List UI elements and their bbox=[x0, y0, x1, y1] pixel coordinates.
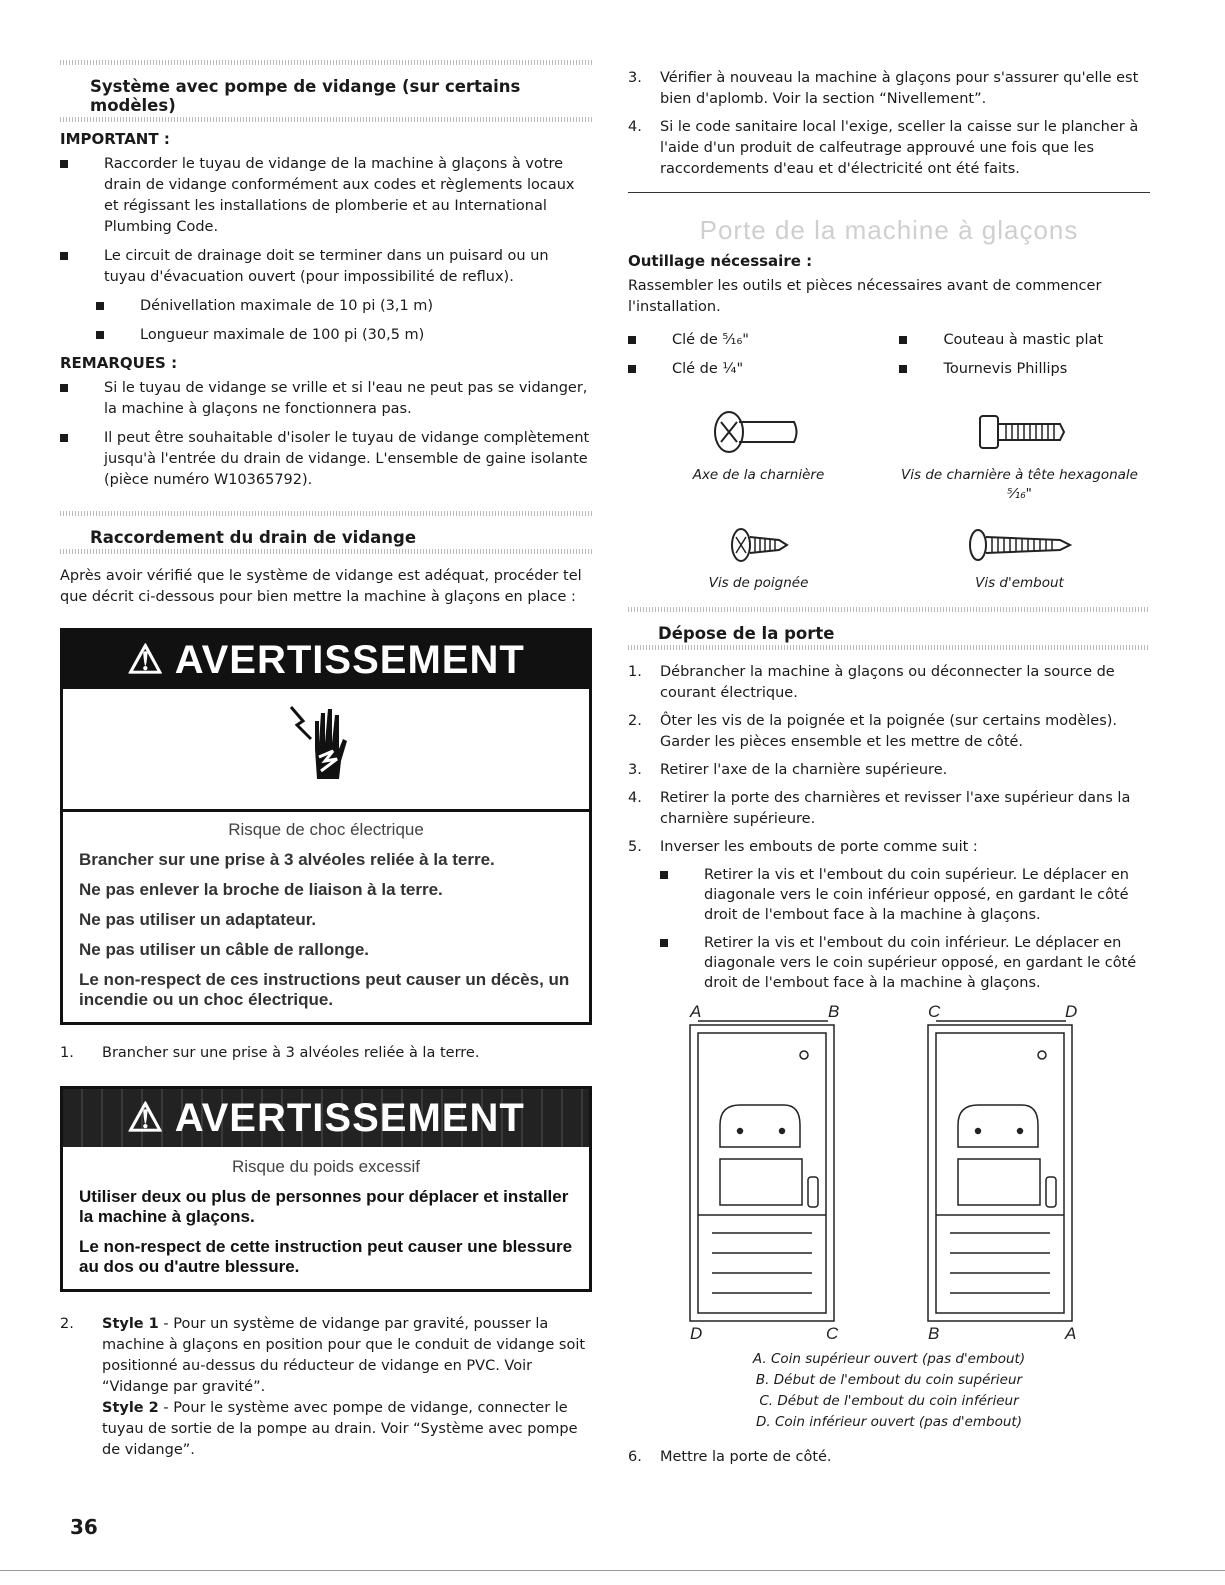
step-item bbox=[628, 662, 1150, 704]
step-text: Ôter les vis de la poignée et la poignée (sur certains modèles). Garder les pièces ensemble et les mettre de côté. bbox=[660, 713, 1118, 750]
step-number: 2. bbox=[628, 713, 642, 729]
section-divider bbox=[60, 60, 592, 65]
style2-label: Style 2 bbox=[102, 1400, 159, 1416]
parts-figure bbox=[628, 402, 1150, 593]
fig-label-d-top: D bbox=[1065, 1002, 1078, 1021]
warning-title: Risque de choc électrique bbox=[228, 820, 424, 839]
part-hinge-pin bbox=[628, 402, 889, 504]
step-item bbox=[628, 760, 1150, 781]
section-rule bbox=[628, 192, 1150, 193]
step-number: 6. bbox=[628, 1449, 642, 1465]
tools-list bbox=[628, 330, 1150, 388]
tool-item: Clé de ¼" bbox=[628, 359, 899, 380]
step-item bbox=[628, 711, 1150, 753]
warning-triangle-icon: ⚠ bbox=[127, 638, 165, 682]
warning-body bbox=[63, 1147, 589, 1289]
fig-label-a-top: A bbox=[690, 1002, 702, 1021]
warning-heading: AVERTISSEMENT bbox=[174, 1096, 525, 1140]
legend-item: A. Coin supérieur ouvert (pas d'embout) bbox=[752, 1351, 1026, 1367]
warning-line: Ne pas enlever la broche de liaison à la terre. bbox=[79, 880, 443, 899]
sub-bullet-item: Longueur maximale de 100 pi (30,5 m) bbox=[96, 325, 592, 346]
tools-label: Outillage nécessaire : bbox=[628, 252, 813, 270]
part-caption: Vis de poignée bbox=[708, 575, 809, 591]
step-text: Retirer l'axe de la charnière supérieure. bbox=[660, 762, 948, 778]
page-number: 36 bbox=[70, 1515, 98, 1539]
warning-body bbox=[63, 812, 589, 1022]
fig-label-b-bottom: B bbox=[928, 1324, 940, 1341]
step-number: 2. bbox=[60, 1316, 74, 1332]
door-section-title: Porte de la machine à glaçons bbox=[699, 215, 1079, 245]
step-number: 5. bbox=[628, 839, 642, 855]
remarks-label: REMARQUES : bbox=[60, 354, 178, 372]
fig-label-d-bottom: D bbox=[690, 1324, 703, 1341]
warning-line: Ne pas utiliser un adaptateur. bbox=[79, 910, 317, 929]
page-bottom-rule bbox=[0, 1570, 1225, 1571]
section-heading-drain-connection: Raccordement du drain de vidange bbox=[90, 528, 417, 547]
weight-warning bbox=[60, 1086, 592, 1292]
step-item bbox=[628, 1447, 1150, 1468]
warning-line: Le non-respect de ces instructions peut causer un décès, un incendie ou un choc électrique. bbox=[79, 970, 570, 1009]
step-number: 1. bbox=[60, 1045, 74, 1061]
right-column bbox=[628, 68, 1150, 1475]
warning-heading: AVERTISSEMENT bbox=[174, 638, 525, 682]
left-column bbox=[60, 60, 592, 1468]
legend-item: B. Début de l'embout du coin supérieur bbox=[755, 1372, 1023, 1388]
warning-title: Risque du poids excessif bbox=[231, 1157, 421, 1176]
warning-triangle-icon: ⚠ bbox=[127, 1096, 165, 1140]
figure-legend bbox=[628, 1349, 1150, 1433]
hex-screw-icon bbox=[960, 402, 1080, 462]
step-text: Mettre la porte de côté. bbox=[660, 1449, 832, 1465]
section-heading-door-removal: Dépose de la porte bbox=[658, 624, 835, 643]
part-end-cap-screw bbox=[889, 520, 1150, 593]
part-caption: Vis de charnière à tête hexagonale ⁵⁄₁₆" bbox=[901, 467, 1138, 502]
step-item bbox=[628, 788, 1150, 830]
handle-screw-icon bbox=[699, 520, 819, 570]
step-number: 3. bbox=[628, 762, 642, 778]
tool-item: Clé de ⁵⁄₁₆" bbox=[628, 330, 899, 351]
electric-shock-warning bbox=[60, 628, 592, 1025]
tools-text: Rassembler les outils et pièces nécessaires avant de commencer l'installation. bbox=[628, 278, 1102, 315]
legend-item: D. Coin inférieur ouvert (pas d'embout) bbox=[756, 1414, 1022, 1430]
warning-header bbox=[63, 1089, 589, 1147]
section-divider bbox=[60, 511, 592, 516]
section-divider bbox=[628, 607, 1150, 612]
sub-bullet-item: Retirer la vis et l'embout du coin supérieur. Le déplacer en diagonale vers le coin inférieur opposé, en gardant le côté droit de l'embout face à la machine à glaçons. bbox=[660, 865, 1150, 925]
bullet-item: Si le tuyau de vidange se vrille et si l'eau ne peut pas se vidanger, la machine à glaçons ne fonctionnera pas. bbox=[60, 378, 592, 420]
section-divider bbox=[60, 549, 592, 554]
part-hex-screw bbox=[889, 402, 1150, 504]
bullet-item: Il peut être souhaitable d'isoler le tuyau de vidange complètement jusqu'à l'entrée du drain de vidange. L'ensemble de gaine isolante (pièce numéro W10365792). bbox=[60, 428, 592, 491]
fig-label-c-top: C bbox=[928, 1002, 941, 1021]
step-item bbox=[628, 68, 1150, 110]
bullet-item: Le circuit de drainage doit se terminer dans un puisard ou un tuyau d'évacuation ouvert (pour impossibilité de reflux). bbox=[60, 246, 592, 288]
step-text: Si le code sanitaire local l'exige, sceller la caisse sur le plancher à l'aide d'un produit de calfeutrage approuvé une fois que les raccordements d'eau et d'électricité ont été faits. bbox=[660, 119, 1139, 177]
style2-text: - Pour le système avec pompe de vidange, connecter le tuyau de sortie de la pompe au drain. Voir “Système avec pompe de vidange”. bbox=[102, 1400, 578, 1458]
section-divider bbox=[60, 117, 592, 122]
sub-bullet-item: Retirer la vis et l'embout du coin inférieur. Le déplacer en diagonale vers le coin supérieur opposé, en gardant le côté droit de l'embout face à la machine à glaçons. bbox=[660, 933, 1150, 993]
end-cap-screw-icon bbox=[960, 520, 1080, 570]
step-text: Retirer la porte des charnières et revisser l'axe supérieur dans la charnière supérieure. bbox=[660, 790, 1131, 827]
warning-line: Ne pas utiliser un câble de rallonge. bbox=[79, 940, 370, 959]
bullet-item: Raccorder le tuyau de vidange de la machine à glaçons à votre drain de vidange conformément aux codes et règlements locaux et régissant les installations de plomberie et au International Plumbing Code. bbox=[60, 154, 592, 238]
step-text: Vérifier à nouveau la machine à glaçons pour s'assurer qu'elle est bien d'aplomb. Voir la section “Nivellement”. bbox=[660, 70, 1139, 107]
step-text: Brancher sur une prise à 3 alvéoles reliée à la terre. bbox=[102, 1045, 480, 1061]
legend-item: C. Début de l'embout du coin inférieur bbox=[759, 1393, 1019, 1409]
step-item bbox=[60, 1314, 592, 1461]
electric-shock-hand-icon bbox=[63, 689, 589, 812]
step-item bbox=[60, 1043, 592, 1064]
tool-item: Tournevis Phillips bbox=[899, 359, 1150, 380]
part-handle-screw bbox=[628, 520, 889, 593]
warning-line: Utiliser deux ou plus de personnes pour déplacer et installer la machine à glaçons. bbox=[79, 1187, 569, 1226]
important-label: IMPORTANT : bbox=[60, 130, 170, 148]
part-caption: Vis d'embout bbox=[975, 575, 1064, 591]
part-caption: Axe de la charnière bbox=[692, 467, 825, 483]
step-number: 4. bbox=[628, 119, 642, 135]
fig-label-c-bottom: C bbox=[826, 1324, 839, 1341]
warning-line: Le non-respect de cette instruction peut causer une blessure au dos ou d'autre blessure. bbox=[79, 1237, 573, 1276]
style1-text: - Pour un système de vidange par gravité, pousser la machine à glaçons en position pour que le conduit de vidange soit positionné au-dessus du réducteur de vidange en PVC. Voir “Vidange par gravité”. bbox=[102, 1316, 586, 1395]
section-heading-drain-pump: Système avec pompe de vidange (sur certains modèles) bbox=[90, 77, 521, 115]
warning-header bbox=[63, 631, 589, 689]
step-number: 1. bbox=[628, 664, 642, 680]
step-number: 3. bbox=[628, 70, 642, 86]
hinge-pin-icon bbox=[699, 402, 819, 462]
tool-item: Couteau à mastic plat bbox=[899, 330, 1150, 351]
step-item bbox=[628, 117, 1150, 180]
drain-connection-text: Après avoir vérifié que le système de vidange est adéquat, procéder tel que décrit ci-dessous pour bien mettre la machine à glaçons en place : bbox=[60, 568, 582, 605]
warning-line: Brancher sur une prise à 3 alvéoles reliée à la terre. bbox=[79, 850, 495, 869]
step-item bbox=[628, 837, 1150, 858]
step-number: 4. bbox=[628, 790, 642, 806]
fig-label-a-bottom: A bbox=[1065, 1324, 1077, 1341]
door-endcap-figure bbox=[628, 1001, 1150, 1341]
style1-label: Style 1 bbox=[102, 1316, 159, 1332]
step-text: Débrancher la machine à glaçons ou déconnecter la source de courant électrique. bbox=[660, 664, 1115, 701]
fig-label-b-top: B bbox=[828, 1002, 840, 1021]
step-text: Inverser les embouts de porte comme suit : bbox=[660, 839, 978, 855]
sub-bullet-item: Dénivellation maximale de 10 pi (3,1 m) bbox=[96, 296, 592, 317]
